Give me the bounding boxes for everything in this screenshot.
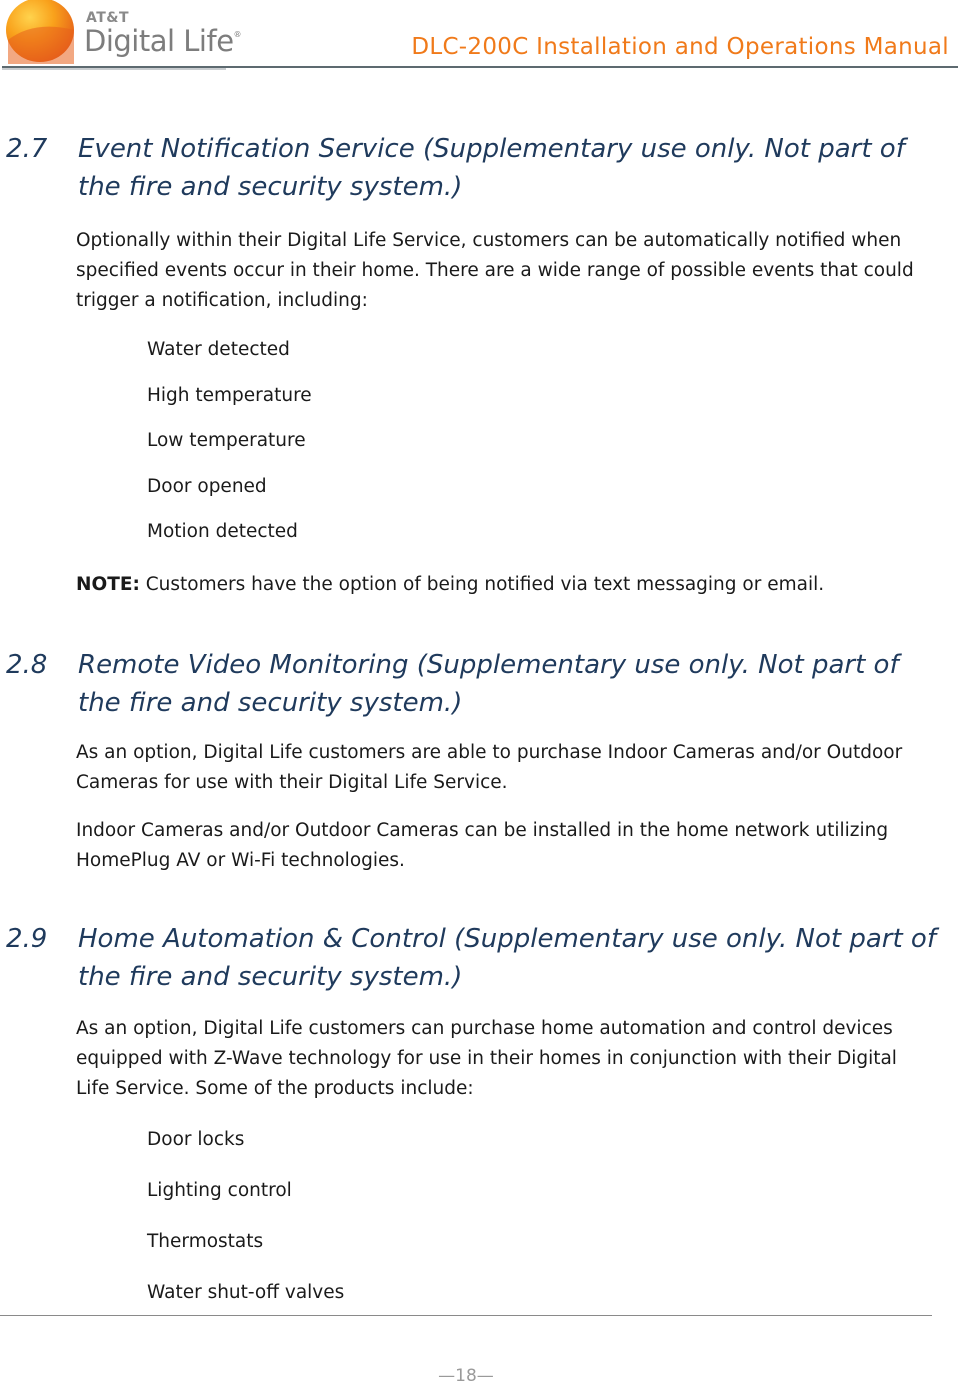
brand-name: Digital Life	[84, 24, 234, 58]
list-item: Thermostats	[147, 1231, 264, 1252]
document-title: DLC-200C Installation and Operations Manual	[411, 34, 949, 60]
note	[76, 570, 936, 600]
section-paragraph: As an option, Digital Life customers are able to purchase Indoor Cameras and/or Outdoor Cameras for use with their Digital Life Service.	[76, 742, 903, 793]
note-text: Customers have the option of being notified via text messaging or email.	[139, 574, 825, 595]
section-heading-2-9	[0, 920, 940, 996]
att-globe-logo-icon	[4, 0, 74, 64]
list-item: Lighting control	[147, 1180, 292, 1201]
registered-mark: ®	[233, 30, 242, 39]
list-item: Water detected	[147, 339, 290, 360]
page-header	[0, 0, 961, 72]
brand-digital-life-text	[84, 24, 241, 58]
section-paragraph: Optionally within their Digital Life Service, customers can be automatically notified when specified events occur in their home. There are a wide range of possible events that could trigger a notification, including:	[76, 230, 914, 311]
list-item: Door locks	[147, 1129, 245, 1150]
brand-att-text: AT&T	[86, 10, 130, 26]
section-paragraph: As an option, Digital Life customers can purchase home automation and control devices equipped with Z-Wave technology for use in their homes in conjunction with their Digital Life Service. Some of the products include:	[76, 1018, 897, 1099]
footer-divider	[0, 1315, 932, 1316]
section-paragraph: Indoor Cameras and/or Outdoor Cameras can be installed in the home network utilizing HomePlug AV or Wi-Fi technologies.	[76, 820, 889, 871]
header-divider-accent	[2, 68, 226, 70]
list-item: Low temperature	[147, 430, 306, 451]
section-title: Home Automation & Control (Supplementary use only. Not part of the fire and security system.)	[78, 924, 936, 992]
section-heading-2-8	[0, 646, 940, 722]
list-item: High temperature	[147, 385, 312, 406]
list-item: Water shut-off valves	[147, 1282, 345, 1303]
section-title: Event Notification Service (Supplementary use only. Not part of the fire and security system.)	[78, 134, 905, 202]
page-number: —18—	[438, 1366, 494, 1386]
section-number: 2.7	[6, 134, 48, 164]
section-heading-2-7	[0, 130, 940, 206]
section-title: Remote Video Monitoring (Supplementary use only. Not part of the fire and security system.)	[78, 650, 899, 718]
section-number: 2.9	[6, 924, 48, 954]
section-number: 2.8	[6, 650, 48, 680]
list-item: Door opened	[147, 476, 267, 497]
list-item: Motion detected	[147, 521, 298, 542]
note-label: NOTE:	[76, 574, 140, 595]
